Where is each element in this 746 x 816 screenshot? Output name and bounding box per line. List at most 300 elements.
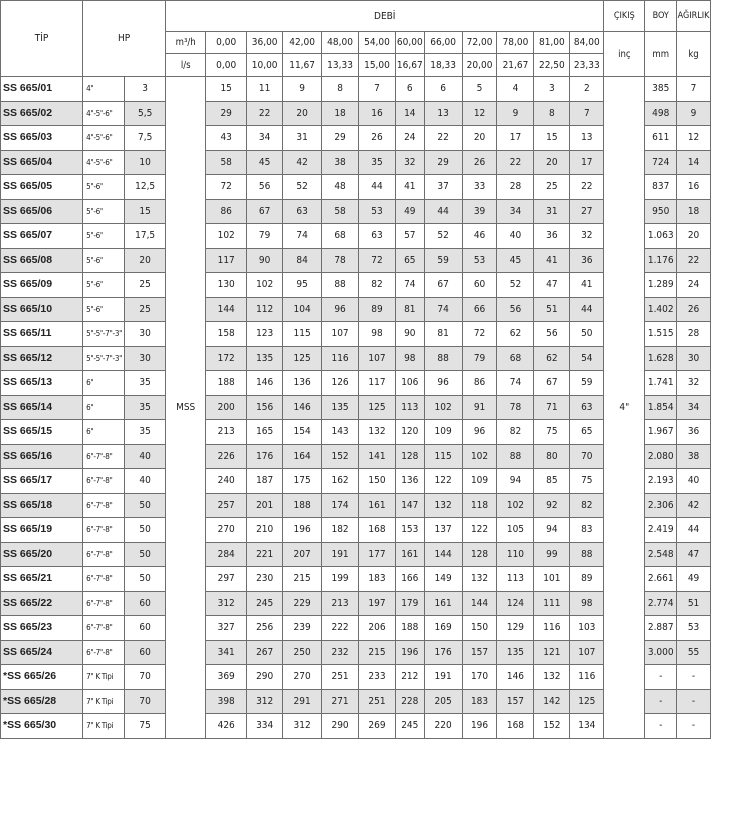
head-value: 26 <box>359 126 396 151</box>
head-value: 41 <box>534 248 570 273</box>
head-value: 312 <box>283 714 322 739</box>
motor-size: 6"-7"-8" <box>83 444 125 469</box>
head-value: 7 <box>359 77 396 102</box>
head-value: 44 <box>359 175 396 200</box>
head-value: 35 <box>359 150 396 175</box>
head-value: 41 <box>395 175 424 200</box>
head-value: 102 <box>206 224 247 249</box>
weight-kg: 51 <box>677 591 711 616</box>
head-value: 78 <box>322 248 359 273</box>
head-value: 161 <box>359 493 396 518</box>
head-value: 269 <box>359 714 396 739</box>
motor-size: 6" <box>83 371 125 396</box>
head-value: 9 <box>283 77 322 102</box>
pump-type: SS 665/01 <box>1 77 83 102</box>
head-value: 128 <box>395 444 424 469</box>
head-value: 132 <box>462 567 497 592</box>
horsepower: 20 <box>125 248 166 273</box>
head-value: 135 <box>497 640 534 665</box>
head-value: 200 <box>206 395 247 420</box>
flow-m3h-header: 78,00 <box>497 32 534 54</box>
head-value: 45 <box>247 150 283 175</box>
head-value: 226 <box>206 444 247 469</box>
head-value: 152 <box>322 444 359 469</box>
head-value: 207 <box>283 542 322 567</box>
unit-kg: kg <box>677 32 711 77</box>
flow-ls-header: 11,67 <box>283 54 322 77</box>
head-value: 161 <box>424 591 462 616</box>
head-value: 165 <box>247 420 283 445</box>
head-value: 74 <box>283 224 322 249</box>
head-value: 2 <box>570 77 604 102</box>
head-value: 136 <box>395 469 424 494</box>
length-mm: 611 <box>645 126 677 151</box>
head-value: 60 <box>462 273 497 298</box>
head-value: 63 <box>359 224 396 249</box>
head-value: 132 <box>424 493 462 518</box>
length-mm: 3.000 <box>645 640 677 665</box>
weight-kg: 26 <box>677 297 711 322</box>
motor-size: 7" K Tipi <box>83 714 125 739</box>
flow-ls-header: 22,50 <box>534 54 570 77</box>
head-value: 63 <box>283 199 322 224</box>
flow-m3h-header: 54,00 <box>359 32 396 54</box>
pump-type: SS 665/23 <box>1 616 83 641</box>
head-value: 125 <box>359 395 396 420</box>
flow-m3h-header: 42,00 <box>283 32 322 54</box>
head-value: 85 <box>534 469 570 494</box>
length-mm: 1.289 <box>645 273 677 298</box>
head-value: 99 <box>534 542 570 567</box>
head-value: 154 <box>283 420 322 445</box>
head-value: 36 <box>570 248 604 273</box>
head-value: 39 <box>462 199 497 224</box>
head-value: 107 <box>322 322 359 347</box>
head-value: 169 <box>424 616 462 641</box>
header-cikis: ÇIKIŞ <box>604 1 645 32</box>
head-value: 124 <box>497 591 534 616</box>
head-value: 199 <box>322 567 359 592</box>
length-mm: 837 <box>645 175 677 200</box>
head-value: 32 <box>570 224 604 249</box>
head-value: 59 <box>424 248 462 273</box>
head-value: 125 <box>570 689 604 714</box>
head-value: 130 <box>206 273 247 298</box>
head-value: 176 <box>247 444 283 469</box>
head-value: 334 <box>247 714 283 739</box>
head-value: 188 <box>395 616 424 641</box>
head-value: 115 <box>424 444 462 469</box>
head-value: 13 <box>424 101 462 126</box>
head-value: 426 <box>206 714 247 739</box>
head-value: 240 <box>206 469 247 494</box>
unit-mm: mm <box>645 32 677 77</box>
head-value: 187 <box>247 469 283 494</box>
head-value: 31 <box>283 126 322 151</box>
head-value: 29 <box>424 150 462 175</box>
head-value: 297 <box>206 567 247 592</box>
horsepower: 3 <box>125 77 166 102</box>
head-value: 34 <box>497 199 534 224</box>
motor-size: 6"-7"-8" <box>83 542 125 567</box>
head-value: 48 <box>322 175 359 200</box>
length-mm: 2.774 <box>645 591 677 616</box>
head-value: 177 <box>359 542 396 567</box>
length-mm: 2.306 <box>645 493 677 518</box>
head-value: 95 <box>283 273 322 298</box>
head-value: 22 <box>570 175 604 200</box>
weight-kg: 40 <box>677 469 711 494</box>
head-value: 150 <box>359 469 396 494</box>
length-mm: 2.887 <box>645 616 677 641</box>
weight-kg: 24 <box>677 273 711 298</box>
head-value: 150 <box>462 616 497 641</box>
head-value: 183 <box>462 689 497 714</box>
head-value: 284 <box>206 542 247 567</box>
head-value: 5 <box>462 77 497 102</box>
head-value: 82 <box>359 273 396 298</box>
flow-m3h-header: 66,00 <box>424 32 462 54</box>
flow-m3h-header: 81,00 <box>534 32 570 54</box>
head-value: 32 <box>395 150 424 175</box>
head-value: 196 <box>395 640 424 665</box>
head-value: 312 <box>247 689 283 714</box>
horsepower: 60 <box>125 591 166 616</box>
unit-m3h: m³/h <box>166 32 206 54</box>
head-value: 58 <box>206 150 247 175</box>
weight-kg: 28 <box>677 322 711 347</box>
weight-kg: 32 <box>677 371 711 396</box>
head-value: 197 <box>359 591 396 616</box>
weight-kg: 7 <box>677 77 711 102</box>
horsepower: 15 <box>125 199 166 224</box>
head-value: 161 <box>395 542 424 567</box>
head-value: 59 <box>570 371 604 396</box>
head-value: 24 <box>395 126 424 151</box>
motor-size: 6"-7"-8" <box>83 518 125 543</box>
head-value: 6 <box>424 77 462 102</box>
head-value: 89 <box>570 567 604 592</box>
motor-size: 6"-7"-8" <box>83 469 125 494</box>
table-row <box>1 77 746 102</box>
head-value: 137 <box>424 518 462 543</box>
head-value: 98 <box>359 322 396 347</box>
pump-type: SS 665/14 <box>1 395 83 420</box>
head-value: 156 <box>247 395 283 420</box>
motor-size: 6" <box>83 395 125 420</box>
motor-size: 6"-7"-8" <box>83 616 125 641</box>
pump-type: SS 665/18 <box>1 493 83 518</box>
horsepower: 75 <box>125 714 166 739</box>
head-value: 118 <box>462 493 497 518</box>
head-value: 22 <box>497 150 534 175</box>
head-value: 75 <box>534 420 570 445</box>
head-value: 179 <box>395 591 424 616</box>
head-value: 78 <box>497 395 534 420</box>
head-value: 82 <box>570 493 604 518</box>
head-value: 88 <box>322 273 359 298</box>
head-value: 201 <box>247 493 283 518</box>
head-value: 152 <box>534 714 570 739</box>
head-value: 102 <box>497 493 534 518</box>
head-value: 143 <box>322 420 359 445</box>
head-value: 168 <box>497 714 534 739</box>
head-value: 233 <box>359 665 396 690</box>
head-value: 29 <box>322 126 359 151</box>
head-value: 102 <box>424 395 462 420</box>
length-mm: 1.967 <box>645 420 677 445</box>
head-value: 221 <box>247 542 283 567</box>
head-value: 4 <box>497 77 534 102</box>
length-mm: 2.419 <box>645 518 677 543</box>
head-value: 67 <box>424 273 462 298</box>
pump-type: SS 665/17 <box>1 469 83 494</box>
pump-type: SS 665/06 <box>1 199 83 224</box>
head-value: 79 <box>462 346 497 371</box>
head-value: 109 <box>462 469 497 494</box>
head-value: 88 <box>570 542 604 567</box>
head-value: 239 <box>283 616 322 641</box>
header-tip: TİP <box>1 1 83 77</box>
head-value: 117 <box>359 371 396 396</box>
head-value: 232 <box>322 640 359 665</box>
head-value: 46 <box>462 224 497 249</box>
head-value: 67 <box>247 199 283 224</box>
head-value: 13 <box>570 126 604 151</box>
motor-size: 4"-5"-6" <box>83 150 125 175</box>
head-value: 74 <box>497 371 534 396</box>
horsepower: 25 <box>125 297 166 322</box>
horsepower: 40 <box>125 469 166 494</box>
head-value: 102 <box>462 444 497 469</box>
head-value: 20 <box>283 101 322 126</box>
header-agirlik: AĞIRLIK <box>677 1 711 32</box>
head-value: 256 <box>247 616 283 641</box>
length-mm: 1.176 <box>645 248 677 273</box>
motor-size: 4"-5"-6" <box>83 101 125 126</box>
head-value: 56 <box>497 297 534 322</box>
length-mm: 2.548 <box>645 542 677 567</box>
head-value: 11 <box>247 77 283 102</box>
head-value: 81 <box>424 322 462 347</box>
head-value: 96 <box>462 420 497 445</box>
head-value: 44 <box>424 199 462 224</box>
head-value: 158 <box>206 322 247 347</box>
head-value: 71 <box>534 395 570 420</box>
head-value: 17 <box>570 150 604 175</box>
head-value: 123 <box>247 322 283 347</box>
head-value: 68 <box>322 224 359 249</box>
length-mm: 1.402 <box>645 297 677 322</box>
head-value: 6 <box>395 77 424 102</box>
head-value: 116 <box>570 665 604 690</box>
motor-size: 6"-7"-8" <box>83 567 125 592</box>
head-value: 270 <box>283 665 322 690</box>
head-value: 157 <box>497 689 534 714</box>
horsepower: 50 <box>125 493 166 518</box>
pump-type: SS 665/15 <box>1 420 83 445</box>
head-value: 188 <box>206 371 247 396</box>
head-value: 134 <box>570 714 604 739</box>
head-value: 12 <box>462 101 497 126</box>
head-value: 129 <box>497 616 534 641</box>
motor-size: 4" <box>83 77 125 102</box>
head-value: 26 <box>462 150 497 175</box>
flow-ls-header: 0,00 <box>206 54 247 77</box>
head-value: 215 <box>283 567 322 592</box>
pump-type: *SS 665/26 <box>1 665 83 690</box>
pump-type: *SS 665/30 <box>1 714 83 739</box>
horsepower: 60 <box>125 616 166 641</box>
head-value: 62 <box>497 322 534 347</box>
head-value: 15 <box>534 126 570 151</box>
flow-m3h-header: 48,00 <box>322 32 359 54</box>
motor-size: 5"-6" <box>83 199 125 224</box>
length-mm: 724 <box>645 150 677 175</box>
head-value: 144 <box>424 542 462 567</box>
weight-kg: 18 <box>677 199 711 224</box>
head-value: 38 <box>322 150 359 175</box>
head-value: 115 <box>283 322 322 347</box>
head-value: 106 <box>395 371 424 396</box>
length-mm: 385 <box>645 77 677 102</box>
head-value: 50 <box>570 322 604 347</box>
head-value: 36 <box>534 224 570 249</box>
head-value: 291 <box>283 689 322 714</box>
head-value: 52 <box>283 175 322 200</box>
pump-type: SS 665/07 <box>1 224 83 249</box>
head-value: 20 <box>534 150 570 175</box>
horsepower: 30 <box>125 346 166 371</box>
horsepower: 40 <box>125 444 166 469</box>
head-value: 49 <box>395 199 424 224</box>
motor-size: 6" <box>83 420 125 445</box>
head-value: 15 <box>206 77 247 102</box>
length-mm: 1.628 <box>645 346 677 371</box>
head-value: 16 <box>359 101 396 126</box>
head-value: 56 <box>534 322 570 347</box>
flow-ls-header: 23,33 <box>570 54 604 77</box>
head-value: 44 <box>570 297 604 322</box>
head-value: 58 <box>322 199 359 224</box>
head-value: 107 <box>359 346 396 371</box>
head-value: 42 <box>283 150 322 175</box>
head-value: 228 <box>395 689 424 714</box>
weight-kg: 9 <box>677 101 711 126</box>
head-value: 146 <box>497 665 534 690</box>
head-value: 132 <box>534 665 570 690</box>
head-value: 72 <box>206 175 247 200</box>
weight-kg: - <box>677 689 711 714</box>
head-value: 250 <box>283 640 322 665</box>
flow-ls-header: 10,00 <box>247 54 283 77</box>
head-value: 74 <box>395 273 424 298</box>
head-value: 196 <box>283 518 322 543</box>
head-value: 52 <box>424 224 462 249</box>
pump-type: SS 665/19 <box>1 518 83 543</box>
head-value: 398 <box>206 689 247 714</box>
flow-m3h-header: 72,00 <box>462 32 497 54</box>
weight-kg: 44 <box>677 518 711 543</box>
head-value: 110 <box>497 542 534 567</box>
head-value: 72 <box>462 322 497 347</box>
head-value: 270 <box>206 518 247 543</box>
pump-type: SS 665/05 <box>1 175 83 200</box>
head-value: 191 <box>424 665 462 690</box>
head-value: 196 <box>462 714 497 739</box>
pump-type: SS 665/02 <box>1 101 83 126</box>
head-value: 112 <box>247 297 283 322</box>
head-value: 68 <box>497 346 534 371</box>
head-value: 141 <box>359 444 396 469</box>
head-value: 45 <box>497 248 534 273</box>
flow-m3h-header: 60,00 <box>395 32 424 54</box>
head-value: 65 <box>395 248 424 273</box>
head-value: 89 <box>359 297 396 322</box>
weight-kg: 20 <box>677 224 711 249</box>
pump-type: SS 665/10 <box>1 297 83 322</box>
head-value: 162 <box>322 469 359 494</box>
motor-size: 5"-5"-7"-3" <box>83 346 125 371</box>
pump-type: SS 665/08 <box>1 248 83 273</box>
head-value: 120 <box>395 420 424 445</box>
head-value: 136 <box>283 371 322 396</box>
head-value: 128 <box>462 542 497 567</box>
head-value: 206 <box>359 616 396 641</box>
weight-kg: 49 <box>677 567 711 592</box>
horsepower: 50 <box>125 542 166 567</box>
head-value: 149 <box>424 567 462 592</box>
motor-size: 6"-7"-8" <box>83 493 125 518</box>
head-value: 245 <box>247 591 283 616</box>
horsepower: 12,5 <box>125 175 166 200</box>
weight-kg: 38 <box>677 444 711 469</box>
weight-kg: 22 <box>677 248 711 273</box>
head-value: 83 <box>570 518 604 543</box>
pump-type: SS 665/21 <box>1 567 83 592</box>
motor-size: 6"-7"-8" <box>83 640 125 665</box>
motor-size: 4"-5"-6" <box>83 126 125 151</box>
horsepower: 17,5 <box>125 224 166 249</box>
outlet-size: 4" <box>604 77 645 739</box>
head-value: 122 <box>424 469 462 494</box>
head-value: 170 <box>462 665 497 690</box>
pump-type: SS 665/12 <box>1 346 83 371</box>
head-value: 56 <box>247 175 283 200</box>
flow-ls-header: 21,67 <box>497 54 534 77</box>
pump-type: SS 665/09 <box>1 273 83 298</box>
head-value: 182 <box>322 518 359 543</box>
head-value: 125 <box>283 346 322 371</box>
head-value: 341 <box>206 640 247 665</box>
motor-size: 5"-6" <box>83 224 125 249</box>
head-value: 28 <box>497 175 534 200</box>
head-value: 132 <box>359 420 396 445</box>
head-value: 222 <box>322 616 359 641</box>
length-mm: 2.193 <box>645 469 677 494</box>
header-hp: HP <box>83 1 166 77</box>
head-value: 245 <box>395 714 424 739</box>
flow-ls-header: 16,67 <box>395 54 424 77</box>
head-value: 229 <box>283 591 322 616</box>
head-value: 101 <box>534 567 570 592</box>
head-value: 90 <box>395 322 424 347</box>
head-value: 175 <box>283 469 322 494</box>
pump-type: SS 665/16 <box>1 444 83 469</box>
head-value: 94 <box>497 469 534 494</box>
head-value: 109 <box>424 420 462 445</box>
head-value: 34 <box>247 126 283 151</box>
